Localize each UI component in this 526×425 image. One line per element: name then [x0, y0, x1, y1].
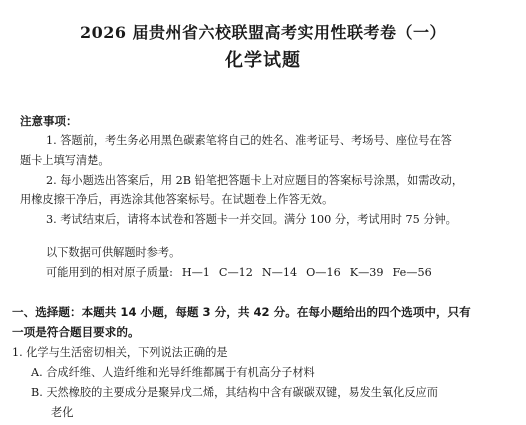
atomic-mass-n: N—14 [261, 266, 298, 279]
notice-item-1-line-2: 题卡上填写清楚。 [20, 154, 110, 167]
atomic-mass-c: C—12 [218, 266, 253, 279]
atomic-mass-h: H—1 [181, 266, 210, 279]
atomic-mass-o: O—16 [306, 266, 341, 279]
question-1-option-b-line-1: B. 天然橡胶的主要成分是聚异戊二烯，其结构中含有碳碳双键，易发生氧化反应而 [31, 386, 438, 399]
notice-item-3: 3. 考试结束后，请将本试卷和答题卡一并交回。满分 100 分，考试用时 75 分钟。 [46, 213, 457, 226]
exam-title: 2026 届贵州省六校联盟高考实用性联考卷（一） [79, 23, 447, 42]
atomic-mass-line [46, 265, 432, 281]
section-1-heading-line-1: 一、选择题：本题共 14 小题，每题 3 分，共 42 分。在每小题给出的四个选项中，只有 [12, 305, 471, 319]
atomic-mass-fe: Fe—56 [392, 266, 432, 279]
notice-item-2-line-1: 2. 每小题选出答案后，用 2B 铅笔把答题卡上对应题目的答案标号涂黑，如需改动， [46, 174, 464, 187]
atomic-mass-label: 可能用到的相对原子质量: [46, 266, 173, 279]
question-1-option-a: A. 合成纤维、人造纤维和光导纤维都属于有机高分子材料 [31, 366, 315, 379]
notice-heading: 注意事项： [20, 114, 78, 128]
atomic-mass-k: K—39 [349, 266, 384, 279]
notice-item-2-line-2: 用橡皮擦干净后，再选涂其他答案标号。在试题卷上作答无效。 [20, 193, 334, 206]
section-1-heading-line-2: 一项是符合题目要求的。 [12, 325, 140, 339]
question-1-stem: 1. 化学与生活密切相关，下列说法正确的是 [12, 346, 228, 359]
exam-subtitle: 化学试题 [225, 50, 301, 71]
question-1-option-b-line-2: 老化 [51, 406, 74, 419]
notice-item-1-line-1: 1. 答题前，考生务必用黑色碳素笔将自己的姓名、准考证号、考场号、座位号在答 [46, 134, 452, 147]
reference-intro: 以下数据可供解题时参考。 [46, 246, 181, 259]
